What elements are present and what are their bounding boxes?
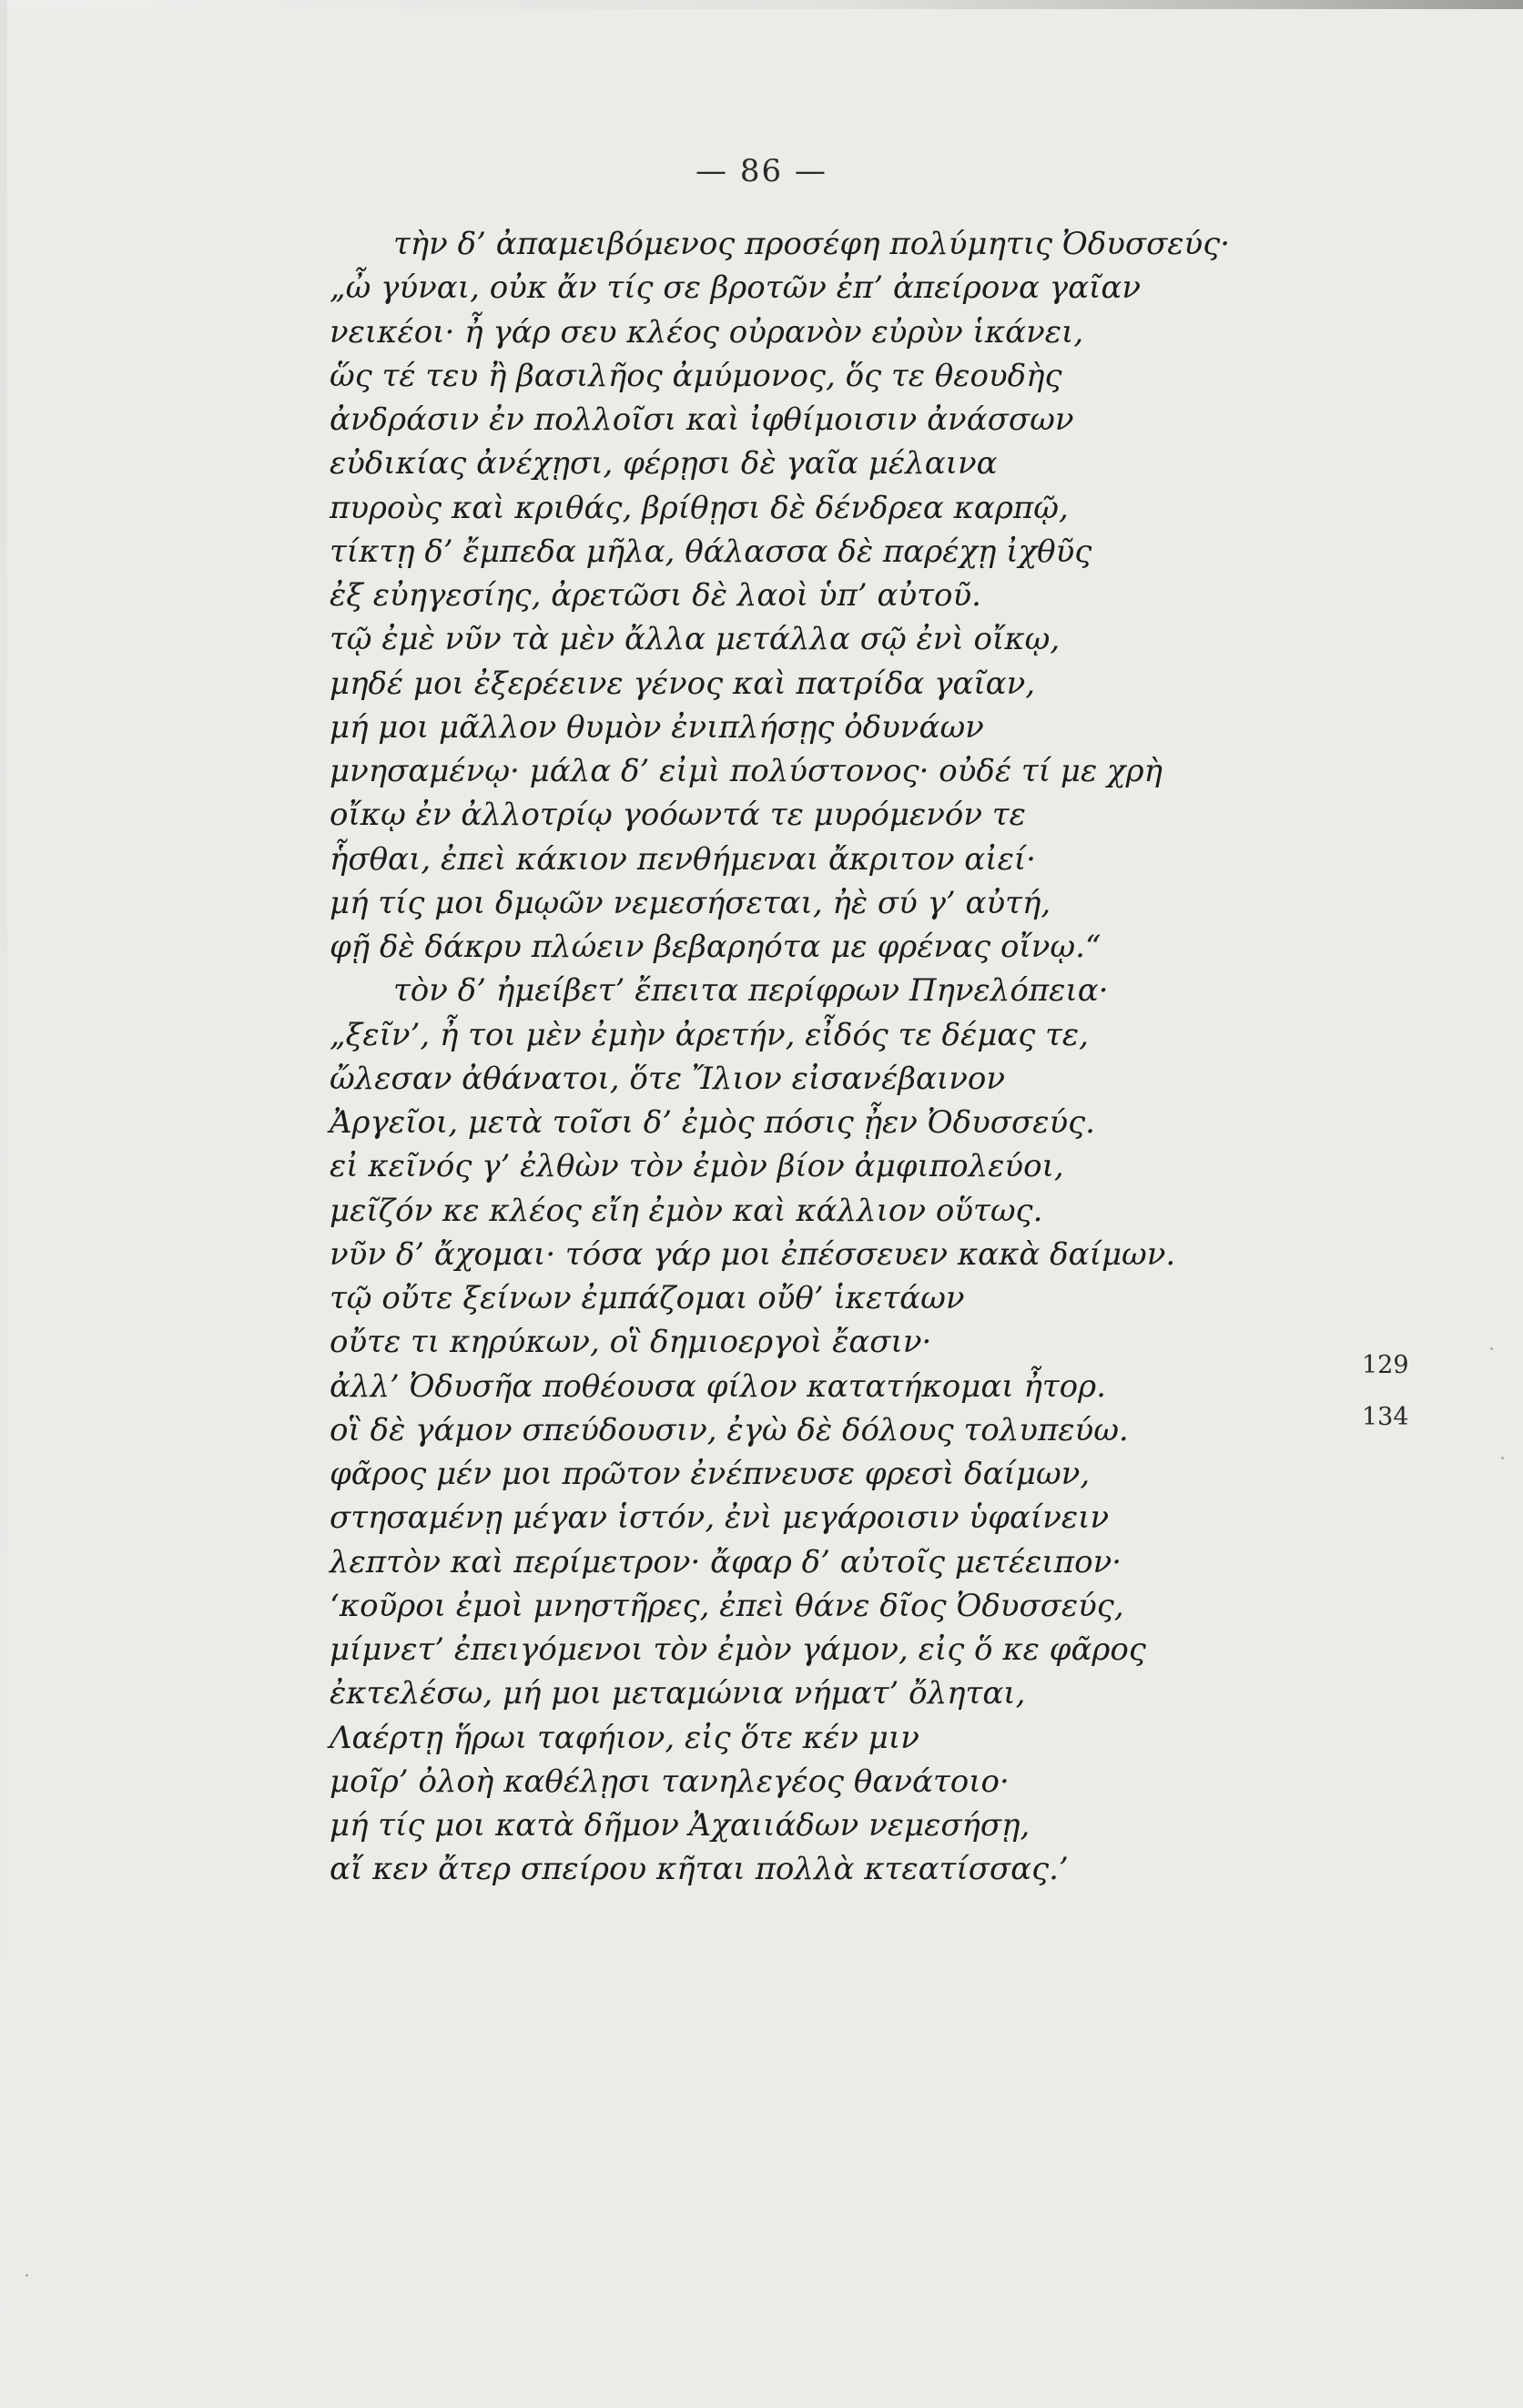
- poem-line: μοῖρ’ ὀλοὴ καθέλῃσι τανηλεγέος θανάτοιο·: [330, 1763, 1010, 1800]
- poem-line: ‘κοῦροι ἐμοὶ μνηστῆρες, ἐπεὶ θάνε δῖος Ὀδυσσεύς,: [330, 1587, 1124, 1624]
- poem-line: οἳ δὲ γάμον σπεύδουσιν, ἐγὼ δὲ δόλους τολυπεύω.: [330, 1411, 1129, 1448]
- poem-line: νεικέοι· ἦ γάρ σευ κλέος οὐρανὸν εὐρὺν ἱκάνει,: [330, 313, 1084, 351]
- poem-line: φᾶρος μέν μοι πρῶτον ἐνέπνευσε φρεσὶ δαίμων,: [330, 1456, 1091, 1492]
- poem-line: μεῖζόν κε κλέος εἴη ἐμὸν καὶ κάλλιον οὕτως.: [330, 1192, 1043, 1229]
- poem-line: εὐδικίας ἀνέχῃσι, φέρῃσι δὲ γαῖα μέλαινα: [330, 445, 998, 483]
- line-number-marker: 129: [1362, 1351, 1409, 1379]
- poem-line: „ὦ γύναι, οὐκ ἄν τίς σε βροτῶν ἐπ’ ἀπείρονα γαῖαν: [330, 269, 1141, 307]
- scan-left-edge-shadow: [0, 0, 7, 2408]
- scan-top-edge-shadow: [0, 0, 1523, 9]
- poem-line: φῇ δὲ δάκρυ πλώειν βεβαρηότα με φρένας οἴνῳ.“: [330, 929, 1102, 965]
- poem-line: τῷ ἐμὲ νῦν τὰ μὲν ἄλλα μετάλλα σῷ ἐνὶ οἴκῳ,: [330, 621, 1061, 658]
- scan-speck: [25, 2274, 28, 2277]
- poem-line: αἴ κεν ἄτερ σπείρου κῆται πολλὰ κτεατίσσας.’: [330, 1851, 1069, 1888]
- scan-speck: [1501, 1457, 1504, 1459]
- poem-line: ἧσθαι, ἐπεὶ κάκιον πενθήμεναι ἄκριτον αἰεί·: [330, 840, 1036, 878]
- poem-line: ἐξ εὐηγεσίης, ἀρετῶσι δὲ λαοὶ ὑπ’ αὐτοῦ.: [330, 577, 981, 614]
- poem-line: μή μοι μᾶλλον θυμὸν ἐνιπλήσῃς ὀδυνάων: [330, 708, 984, 746]
- poem-line: ὥς τέ τευ ἢ βασιλῆος ἀμύμονος, ὅς τε θεουδὴς: [330, 357, 1062, 394]
- poem-line: Ἀργεῖοι, μετὰ τοῖσι δ’ ἐμὸς πόσις ᾖεν Ὀδυσσεύς.: [330, 1104, 1095, 1141]
- poem-line: ἀλλ’ Ὀδυσῆα ποθέουσα φίλον κατατήκομαι ἦτορ.: [330, 1367, 1106, 1405]
- poem-line: τὸν δ’ ἠμείβετ’ ἔπειτα περίφρων Πηνελόπεια·: [393, 972, 1109, 1010]
- poem-line: οὔτε τι κηρύκων, οἳ δημιοεργοὶ ἔασιν·: [330, 1324, 932, 1361]
- scan-speck: [1490, 1347, 1493, 1350]
- line-number-marker: 134: [1362, 1403, 1409, 1431]
- poem-line: μίμνετ’ ἐπειγόμενοι τὸν ἐμὸν γάμον, εἰς ὅ κε φᾶρος: [330, 1631, 1146, 1668]
- poem-line: εἰ κεῖνός γ’ ἐλθὼν τὸν ἐμὸν βίον ἀμφιπολεύοι,: [330, 1148, 1064, 1185]
- poem-line: μή τίς μοι κατὰ δῆμον Ἀχαιιάδων νεμεσήσῃ,: [330, 1807, 1031, 1844]
- poem-line: λεπτὸν καὶ περίμετρον· ἄφαρ δ’ αὐτοῖς μετέειπον·: [330, 1543, 1122, 1580]
- poem-line: μηδέ μοι ἐξερέεινε γένος καὶ πατρίδα γαῖαν,: [330, 665, 1036, 702]
- page-number: — 86 —: [696, 153, 827, 189]
- poem-line: πυροὺς καὶ κριθάς, βρίθῃσι δὲ δένδρεα καρπῷ,: [330, 489, 1069, 526]
- poem-line: μή τίς μοι δμῳῶν νεμεσήσεται, ἠὲ σύ γ’ αὐτή,: [330, 884, 1051, 921]
- poem-line: τίκτῃ δ’ ἔμπεδα μῆλα, θάλασσα δὲ παρέχῃ ἰχθῦς: [330, 533, 1092, 570]
- poem-line: τῷ οὔτε ξείνων ἐμπάζομαι οὔθ’ ἱκετάων: [330, 1280, 965, 1316]
- poem-line: οἴκῳ ἐν ἀλλοτρίῳ γοόωντά τε μυρόμενόν τε: [330, 797, 1026, 834]
- poem-line: ἀνδράσιν ἐν πολλοῖσι καὶ ἰφθίμοισιν ἀνάσσων: [330, 401, 1074, 438]
- poem-line: νῦν δ’ ἄχομαι· τόσα γάρ μοι ἐπέσσευεν κακὰ δαίμων.: [330, 1235, 1176, 1273]
- poem-text: [330, 222, 1404, 1892]
- poem-line: Λαέρτῃ ἥρωι ταφήιον, εἰς ὅτε κέν μιν: [330, 1719, 919, 1756]
- poem-line: „ξεῖν’, ἦ τοι μὲν ἐμὴν ἀρετήν, εἶδός τε δέμας τε,: [330, 1016, 1089, 1053]
- poem-line: ὤλεσαν ἀθάνατοι, ὅτε Ἴλιον εἰσανέβαινον: [330, 1060, 1006, 1097]
- poem-line: μνησαμένῳ· μάλα δ’ εἰμὶ πολύστονος· οὐδέ τί με χρὴ: [330, 753, 1163, 789]
- poem-line: στησαμένῃ μέγαν ἱστόν, ἐνὶ μεγάροισιν ὑφαίνειν: [330, 1499, 1110, 1537]
- poem-line: ἐκτελέσω, μή μοι μεταμώνια νήματ’ ὄληται,: [330, 1675, 1026, 1712]
- poem-line: τὴν δ’ ἀπαμειβόμενος προσέφη πολύμητις Ὀδυσσεύς·: [393, 226, 1231, 262]
